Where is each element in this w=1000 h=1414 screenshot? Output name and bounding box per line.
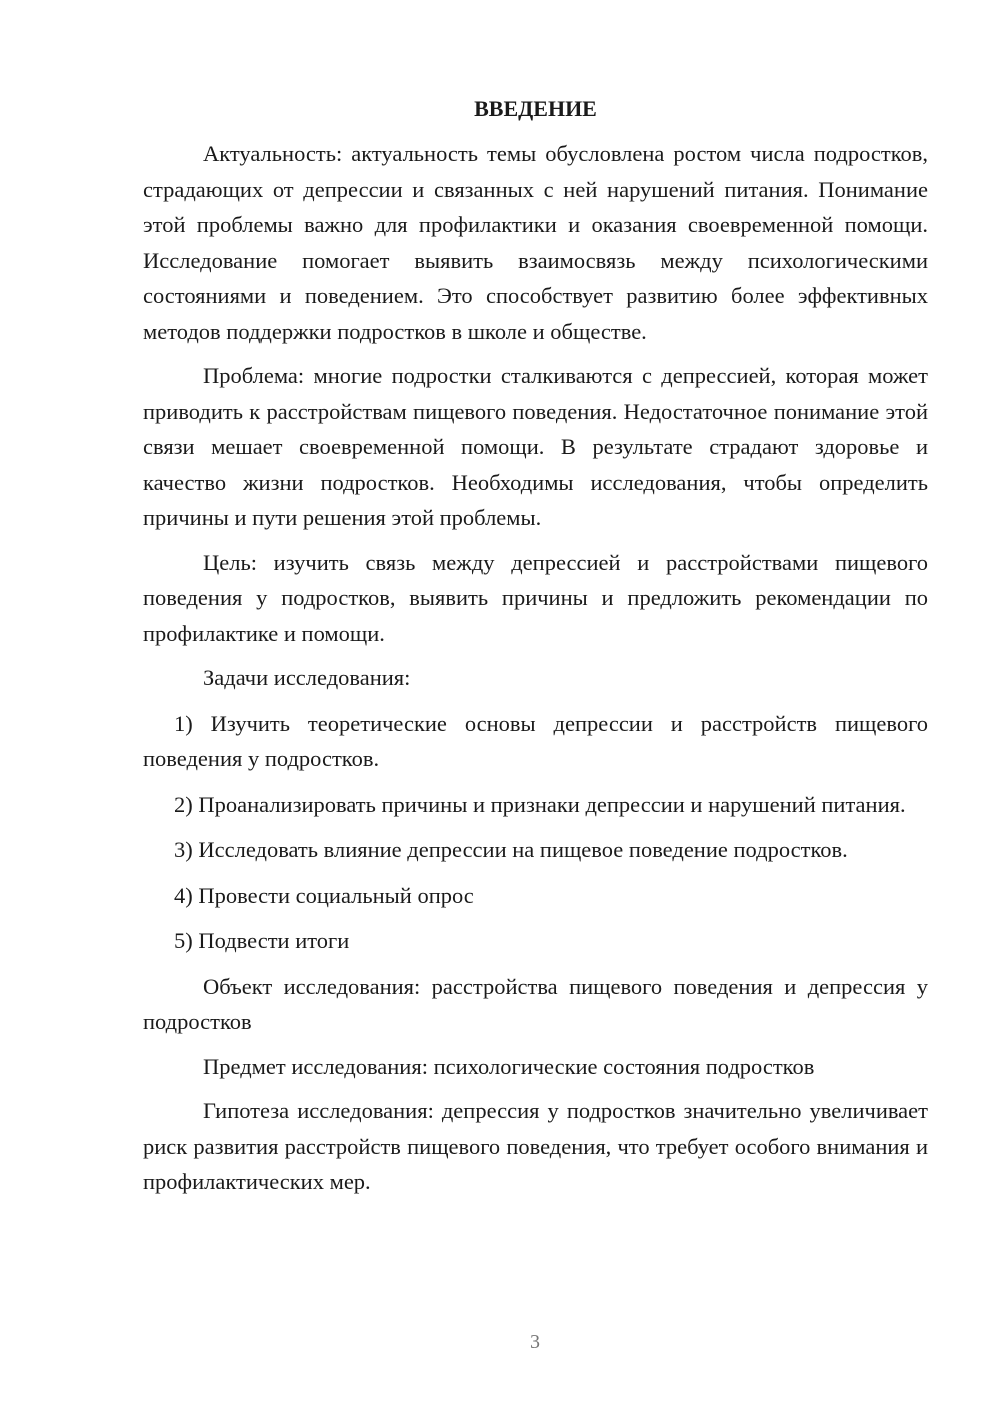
problem-paragraph: Проблема: многие подростки сталкиваются с депрессией, которая может приводить к расстройствам пищевого поведения. Недостаточное понимание этой связи мешает своевременной помощи. В результате страдают здоровье и качество жизни подростков. Необходимы исследования, чтобы определить причины и пути решения этой проблемы. bbox=[143, 363, 928, 530]
goal-paragraph: Цель: изучить связь между депрессией и расстройствами пищевого поведения у подростков, выявить причины и предложить рекомендации по профилактике и помощи. bbox=[143, 549, 928, 646]
task-item-4: 4) Провести социальный опрос bbox=[174, 882, 474, 908]
page-title: ВВЕДЕНИЕ bbox=[474, 96, 597, 121]
task-item-2: 2) Проанализировать причины и признаки депрессии и нарушений питания. bbox=[174, 791, 906, 817]
hypothesis-paragraph: Гипотеза исследования: депрессия у подростков значительно увеличивает риск развития расстройств пищевого поведения, что требует особого внимания и профилактических мер. bbox=[143, 1098, 928, 1194]
subject-paragraph: Предмет исследования: психологические состояния подростков bbox=[203, 1053, 815, 1079]
task-item-1: 1) Изучить теоретические основы депрессии и расстройств пищевого поведения у подростков. bbox=[143, 710, 928, 771]
page-number: 3 bbox=[530, 1331, 540, 1353]
tasks-heading: Задачи исследования: bbox=[203, 665, 411, 690]
task-item-5: 5) Подвести итоги bbox=[174, 928, 350, 953]
relevance-paragraph: Актуальность: актуальность темы обусловлена ростом числа подростков, страдающих от депрессии и связанных с ней нарушений питания. Понимание этой проблемы важно для профилактики и оказания своевременной помощи. Исследование помогает выявить взаимосвязь между психологическими состояниями и поведением. Это способствует развитию более эффективных методов поддержки подростков в школе и обществе. bbox=[143, 141, 928, 344]
task-item-3: 3) Исследовать влияние депрессии на пищевое поведение подростков. bbox=[174, 837, 848, 862]
object-paragraph: Объект исследования: расстройства пищевого поведения и депрессия у подростков bbox=[143, 973, 928, 1034]
document-page bbox=[143, 90, 928, 1209]
